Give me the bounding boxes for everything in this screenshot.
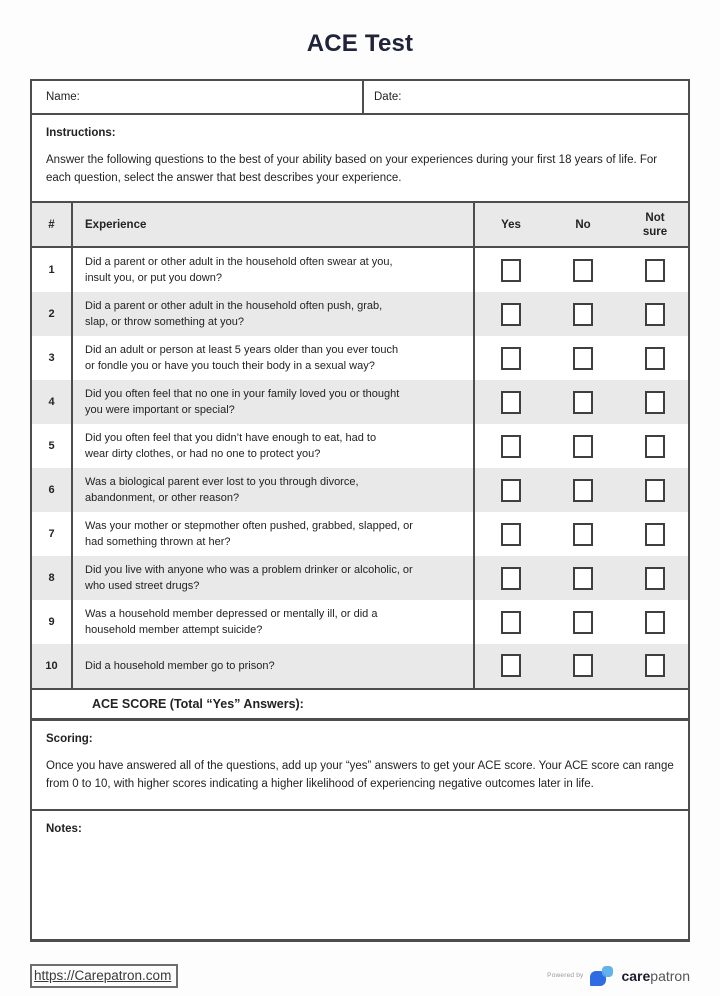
checkbox-cell-not-sure — [619, 380, 691, 424]
name-date-row — [32, 81, 688, 115]
checkbox-no-q7[interactable] — [573, 523, 593, 546]
question-number: 3 — [32, 336, 73, 380]
table-row — [32, 292, 688, 336]
table-row — [32, 380, 688, 424]
ace-score-label: ACE SCORE (Total “Yes” Answers): — [92, 696, 304, 711]
checkbox-cell-yes — [475, 644, 547, 688]
scoring-heading: Scoring: — [46, 732, 93, 745]
checkbox-yes-q5[interactable] — [501, 435, 521, 458]
checkbox-not-sure-q7[interactable] — [645, 523, 665, 546]
column-header-yes: Yes — [501, 218, 521, 231]
ace-form — [30, 79, 690, 942]
question-text: Did a parent or other adult in the household often swear at you, insult you, or put you down? — [73, 248, 475, 292]
question-text: Did an adult or person at least 5 years older than you ever touch or fondle you or have you touch their body in a sexual way? — [73, 336, 475, 380]
name-field[interactable] — [32, 81, 364, 113]
date-field[interactable] — [364, 81, 688, 113]
question-rows — [32, 248, 688, 688]
instructions-section — [32, 115, 688, 203]
checkbox-cell-not-sure — [619, 336, 691, 380]
question-text: Was a household member depressed or mentally ill, or did a household member attempt suicide? — [73, 600, 475, 644]
table-row — [32, 424, 688, 468]
question-number: 9 — [32, 600, 73, 644]
question-number: 6 — [32, 468, 73, 512]
column-header-not-sure: Not sure — [642, 211, 668, 238]
checkbox-not-sure-q5[interactable] — [645, 435, 665, 458]
checkbox-cell-no — [547, 512, 619, 556]
question-text: Did a parent or other adult in the household often push, grab, slap, or throw something at you? — [73, 292, 475, 336]
page-title: ACE Test — [306, 30, 414, 57]
checkbox-cell-yes — [475, 512, 547, 556]
checkbox-cell-not-sure — [619, 556, 691, 600]
checkbox-cell-not-sure — [619, 248, 691, 292]
ace-score-row — [32, 688, 688, 721]
question-text: Did you live with anyone who was a problem drinker or alcoholic, or who used street drugs? — [73, 556, 475, 600]
checkbox-cell-no — [547, 600, 619, 644]
checkbox-cell-not-sure — [619, 644, 691, 688]
checkbox-yes-q6[interactable] — [501, 479, 521, 502]
question-number: 2 — [32, 292, 73, 336]
checkbox-no-q8[interactable] — [573, 567, 593, 590]
notes-section[interactable] — [32, 811, 688, 939]
checkbox-cell-yes — [475, 556, 547, 600]
table-header-row — [32, 203, 688, 248]
checkbox-cell-not-sure — [619, 292, 691, 336]
column-header-number: # — [32, 203, 73, 246]
checkbox-cell-not-sure — [619, 600, 691, 644]
notes-heading: Notes: — [46, 822, 82, 835]
checkbox-cell-no — [547, 468, 619, 512]
checkbox-cell-yes — [475, 468, 547, 512]
scoring-body: Once you have answered all of the questions, add up your “yes” answers to get your ACE score. Your ACE score can range from 0 to 10, with higher scores indicating a higher likelihood of experiencing negative outcomes later in life. — [46, 759, 674, 790]
table-row — [32, 512, 688, 556]
checkbox-cell-yes — [475, 600, 547, 644]
checkbox-no-q6[interactable] — [573, 479, 593, 502]
checkbox-cell-yes — [475, 424, 547, 468]
checkbox-yes-q2[interactable] — [501, 303, 521, 326]
table-row — [32, 248, 688, 292]
column-header-experience: Experience — [73, 203, 475, 246]
name-label: Name: — [46, 91, 80, 103]
checkbox-cell-yes — [475, 336, 547, 380]
carepatron-logo-icon — [590, 965, 614, 987]
date-label: Date: — [374, 91, 402, 103]
checkbox-cell-no — [547, 248, 619, 292]
column-header-no: No — [575, 218, 591, 231]
checkbox-cell-yes — [475, 380, 547, 424]
checkbox-no-q1[interactable] — [573, 259, 593, 282]
checkbox-no-q10[interactable] — [573, 654, 593, 677]
checkbox-cell-no — [547, 644, 619, 688]
checkbox-cell-yes — [475, 292, 547, 336]
checkbox-no-q2[interactable] — [573, 303, 593, 326]
checkbox-not-sure-q4[interactable] — [645, 391, 665, 414]
checkbox-not-sure-q8[interactable] — [645, 567, 665, 590]
checkbox-yes-q4[interactable] — [501, 391, 521, 414]
footer — [30, 964, 690, 988]
question-number: 7 — [32, 512, 73, 556]
questions-table — [32, 203, 688, 688]
checkbox-not-sure-q2[interactable] — [645, 303, 665, 326]
checkbox-not-sure-q10[interactable] — [645, 654, 665, 677]
carepatron-link[interactable]: https://Carepatron.com — [30, 964, 178, 988]
table-row — [32, 468, 688, 512]
question-number: 8 — [32, 556, 73, 600]
question-number: 1 — [32, 248, 73, 292]
instructions-body: Answer the following questions to the best of your ability based on your experiences during your first 18 years of life. For each question, select the answer that best describes your experience. — [46, 154, 658, 184]
question-number: 4 — [32, 380, 73, 424]
question-text: Did a household member go to prison? — [73, 644, 475, 688]
checkbox-no-q3[interactable] — [573, 347, 593, 370]
checkbox-yes-q7[interactable] — [501, 523, 521, 546]
checkbox-cell-no — [547, 424, 619, 468]
checkbox-not-sure-q1[interactable] — [645, 259, 665, 282]
checkbox-yes-q9[interactable] — [501, 611, 521, 634]
table-row — [32, 556, 688, 600]
powered-by-label: Powered by — [547, 972, 584, 979]
checkbox-cell-no — [547, 380, 619, 424]
checkbox-yes-q8[interactable] — [501, 567, 521, 590]
checkbox-cell-not-sure — [619, 424, 691, 468]
question-number: 5 — [32, 424, 73, 468]
logo-bubble-light-icon — [602, 966, 613, 977]
scoring-section — [32, 721, 688, 811]
question-text: Was a biological parent ever lost to you through divorce, abandonment, or other reason? — [73, 468, 475, 512]
question-text: Was your mother or stepmother often pushed, grabbed, slapped, or had something thrown at her? — [73, 512, 475, 556]
checkbox-cell-no — [547, 556, 619, 600]
checkbox-yes-q3[interactable] — [501, 347, 521, 370]
checkbox-not-sure-q9[interactable] — [645, 611, 665, 634]
question-text: Did you often feel that no one in your family loved you or thought you were important or special? — [73, 380, 475, 424]
brand-name: carepatron — [621, 967, 690, 984]
question-number: 10 — [32, 644, 73, 688]
checkbox-not-sure-q6[interactable] — [645, 479, 665, 502]
checkbox-cell-not-sure — [619, 468, 691, 512]
checkbox-cell-yes — [475, 248, 547, 292]
table-row — [32, 644, 688, 688]
checkbox-no-q9[interactable] — [573, 611, 593, 634]
checkbox-yes-q1[interactable] — [501, 259, 521, 282]
table-row — [32, 336, 688, 380]
brand-block — [547, 965, 690, 987]
checkbox-cell-not-sure — [619, 512, 691, 556]
table-row — [32, 600, 688, 644]
checkbox-not-sure-q3[interactable] — [645, 347, 665, 370]
checkbox-no-q4[interactable] — [573, 391, 593, 414]
checkbox-cell-no — [547, 336, 619, 380]
question-text: Did you often feel that you didn’t have enough to eat, had to wear dirty clothes, or had no one to protect you? — [73, 424, 475, 468]
checkbox-cell-no — [547, 292, 619, 336]
checkbox-yes-q10[interactable] — [501, 654, 521, 677]
checkbox-no-q5[interactable] — [573, 435, 593, 458]
instructions-heading: Instructions: — [46, 127, 116, 139]
